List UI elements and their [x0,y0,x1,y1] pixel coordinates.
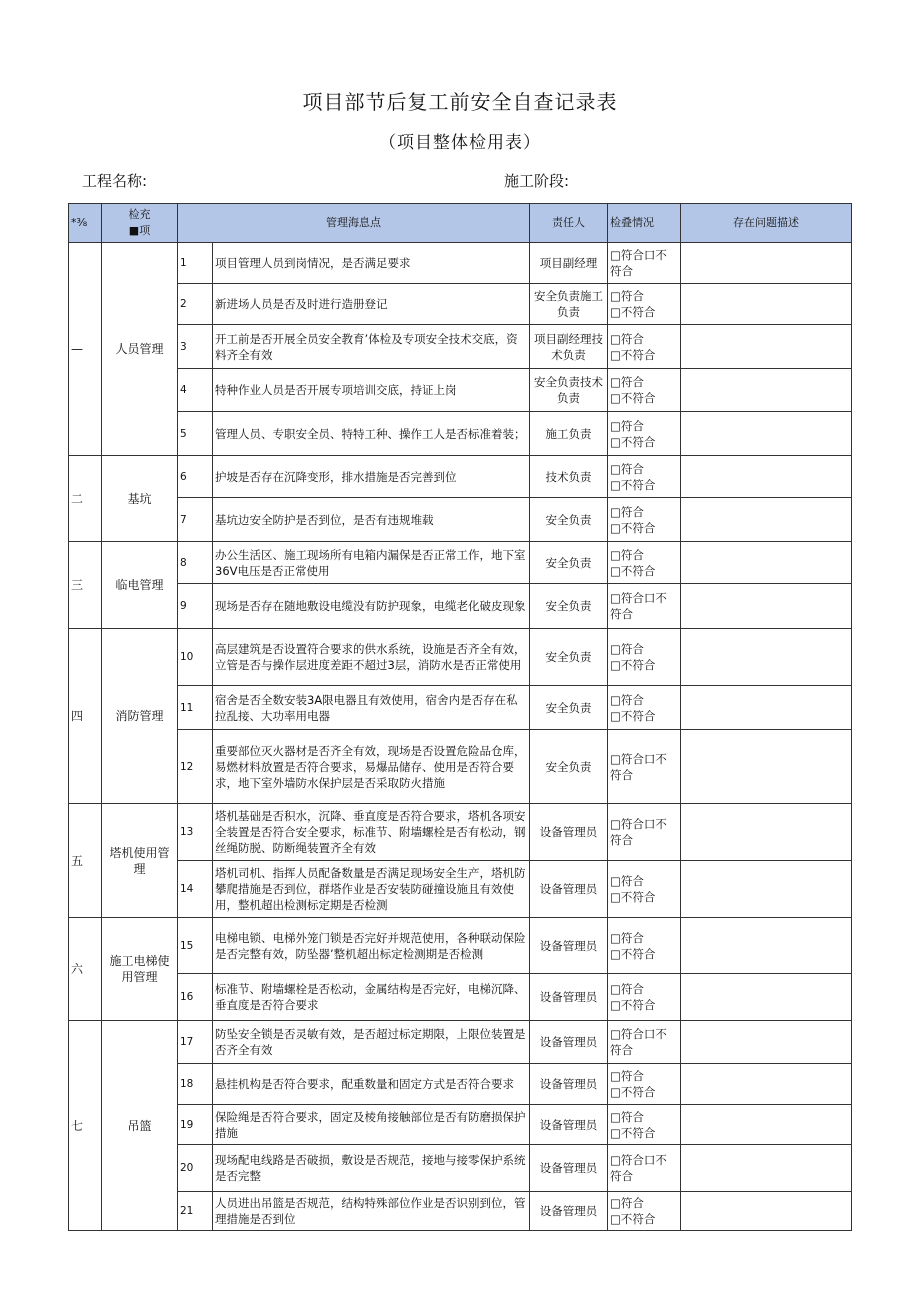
issue-description-cell [681,284,852,325]
header-owner: 责任人 [530,204,608,243]
item-number: 1 [178,243,213,284]
table-row [69,861,852,918]
check-point: 塔机司机、指挥人员配备数量是否满足现场安全生产，塔机防攀爬措施是否到位，群塔作业是否安装防碰撞设施且有效使用，整机超出检测标定期是否检测 [213,861,530,918]
responsible-person: 设备管理员 [530,918,608,974]
check-point: 办公生活区、施工现场所有电箱内漏保是否正常工作，地下室36V电压是否正常使用 [213,542,530,584]
table-row [69,284,852,325]
check-status: □符合口不符合 [608,584,681,629]
header-points: 管理海息点 [178,204,530,243]
check-point: 开工前是否开展全员安全教育’体检及专项安全技术交底，资料齐全有效 [213,325,530,369]
responsible-person: 安全负责技术负责 [530,369,608,412]
table-row [69,918,852,974]
check-status: □符合 □不符合 [608,1064,681,1105]
item-number: 8 [178,542,213,584]
section-number: — [69,243,102,456]
section-number: 七 [69,1021,102,1231]
check-point: 悬挂机构是否符合要求，配重数量和固定方式是否符合要求 [213,1064,530,1105]
check-point: 项目管理人员到岗情况，是否满足要求 [213,243,530,284]
table-row [69,542,852,584]
section-number: 二 [69,456,102,542]
issue-description-cell [681,1145,852,1192]
responsible-person: 设备管理员 [530,1192,608,1231]
table-row [69,584,852,629]
table-row [69,1064,852,1105]
issue-description-cell [681,412,852,456]
check-status: □符合 □不符合 [608,629,681,686]
issue-description-cell [681,584,852,629]
inspection-table [68,203,852,1231]
table-row [69,456,852,498]
item-number: 21 [178,1192,213,1231]
check-status: □符合口不符合 [608,243,681,284]
table-row [69,974,852,1021]
table-body [69,243,852,1231]
table-header-row [69,204,852,243]
item-number: 20 [178,1145,213,1192]
issue-description-cell [681,918,852,974]
responsible-person: 安全负责 [530,498,608,542]
check-point: 重要部位灭火器材是否齐全有效，现场是否设置危险品仓库，易燃材料放置是否符合要求，易爆品储存、使用是否符合要求，地下室外墙防水保护层是否采取防火措施 [213,730,530,804]
check-status: □符合 □不符合 [608,686,681,730]
item-number: 11 [178,686,213,730]
check-point: 特种作业人员是否开展专项培训交底，持证上岗 [213,369,530,412]
section-category: 临电管理 [102,542,178,629]
item-number: 12 [178,730,213,804]
section-category: 施工电梯使用管理 [102,918,178,1021]
issue-description-cell [681,243,852,284]
header-item-line2: ■项 [128,224,151,237]
issue-description-cell [681,974,852,1021]
check-status: □符合 □不符合 [608,456,681,498]
section-category: 吊篮 [102,1021,178,1231]
project-name-label: 工程名称: [82,172,148,190]
table-row [69,498,852,542]
table-row [69,629,852,686]
item-number: 4 [178,369,213,412]
section-category: 人员管理 [102,243,178,456]
check-status: □符合口不符合 [608,1021,681,1064]
check-status: □符合 □不符合 [608,412,681,456]
check-status: □符合 □不符合 [608,918,681,974]
check-point: 高层建筑是否设置符合要求的供水系统，设施是否齐全有效，立管是否与操作层进度差距不超过3层，消防水是否正常使用 [213,629,530,686]
check-status: □符合 □不符合 [608,369,681,412]
construction-stage-label: 施工阶段: [504,172,570,190]
item-number: 3 [178,325,213,369]
section-category: 塔机使用管理 [102,804,178,918]
check-status: □符合 □不符合 [608,974,681,1021]
check-point: 宿舍是否全数安装3A限电器且有效使用，宿舍内是否存在私拉乱接、大功率用电器 [213,686,530,730]
document-title: 项目部节后复工前安全自查记录表 [302,90,618,114]
section-number: 三 [69,542,102,629]
responsible-person: 设备管理员 [530,1021,608,1064]
table-row [69,1021,852,1064]
header-item-line1: 检充 [128,208,151,221]
issue-description-cell [681,456,852,498]
check-point: 标准节、附墙螺栓是否松动，金属结构是否完好，电梯沉降、垂直度是否符合要求 [213,974,530,1021]
responsible-person: 施工负责 [530,412,608,456]
issue-description-cell [681,1192,852,1231]
header-status: 检叠情况 [608,204,681,243]
responsible-person: 安全负责 [530,542,608,584]
section-number: 六 [69,918,102,1021]
item-number: 7 [178,498,213,542]
issue-description-cell [681,686,852,730]
check-status: □符合 □不符合 [608,284,681,325]
responsible-person: 设备管理员 [530,1145,608,1192]
responsible-person: 设备管理员 [530,1064,608,1105]
check-status: □符合口不符合 [608,804,681,861]
table-row [69,412,852,456]
check-status: □符合口不符合 [608,730,681,804]
issue-description-cell [681,369,852,412]
check-point: 管理人员、专职安全员、特特工种、操作工人是否标准着装； [213,412,530,456]
item-number: 13 [178,804,213,861]
responsible-person: 安全负责 [530,730,608,804]
responsible-person: 设备管理员 [530,1105,608,1145]
table-row [69,804,852,861]
issue-description-cell [681,861,852,918]
item-number: 5 [178,412,213,456]
check-point: 人员进出吊篮是否规范，结构特殊部位作业是否识别到位，管理措施是否到位 [213,1192,530,1231]
responsible-person: 设备管理员 [530,974,608,1021]
issue-description-cell [681,1021,852,1064]
table-row [69,369,852,412]
document-subtitle: （项目整体检用表） [379,133,541,153]
section-number: 四 [69,629,102,804]
item-number: 6 [178,456,213,498]
table-row [69,1105,852,1145]
responsible-person: 安全负责 [530,629,608,686]
check-status: □符合 □不符合 [608,542,681,584]
responsible-person: 安全负责 [530,686,608,730]
issue-description-cell [681,1064,852,1105]
issue-description-cell [681,730,852,804]
issue-description-cell [681,804,852,861]
check-status: □符合 □不符合 [608,1105,681,1145]
issue-description-cell [681,629,852,686]
responsible-person: 安全负责 [530,584,608,629]
check-status: □符合口不符合 [608,1145,681,1192]
table-row [69,1192,852,1231]
responsible-person: 项目副经理 [530,243,608,284]
item-number: 17 [178,1021,213,1064]
issue-description-cell [681,542,852,584]
check-status: □符合 □不符合 [608,325,681,369]
check-point: 保险绳是否符合要求，固定及棱角接触部位是否有防磨损保护措施 [213,1105,530,1145]
check-point: 基坑边安全防护是否到位，是否有违规堆载 [213,498,530,542]
issue-description-cell [681,498,852,542]
responsible-person: 项目副经理技术负责 [530,325,608,369]
item-number: 19 [178,1105,213,1145]
responsible-person: 设备管理员 [530,861,608,918]
item-number: 15 [178,918,213,974]
section-category: 消防管理 [102,629,178,804]
issue-description-cell [681,325,852,369]
issue-description-cell [681,1105,852,1145]
check-point: 电梯电锁、电梯外笼门锁是否完好并规范使用，各种联动保险是否完整有效，防坠器’整机超出标定检测期是否检测 [213,918,530,974]
responsible-person: 设备管理员 [530,804,608,861]
item-number: 10 [178,629,213,686]
check-point: 现场是否存在随地敷设电缆没有防护现象，电缆老化破皮现象 [213,584,530,629]
section-number: 五 [69,804,102,918]
check-point: 现场配电线路是否破损，敷设是否规范，接地与接零保护系统是否完整 [213,1145,530,1192]
header-item [102,204,178,243]
table-row [69,243,852,284]
responsible-person: 技术负责 [530,456,608,498]
check-point: 防坠安全锁是否灵敏有效，是否超过标定期限，上限位装置是否齐全有效 [213,1021,530,1064]
check-point: 新进场人员是否及时进行造册登记 [213,284,530,325]
table-row [69,1145,852,1192]
item-number: 2 [178,284,213,325]
header-issues: 存在问题描述 [681,204,852,243]
item-number: 9 [178,584,213,629]
table-row [69,686,852,730]
check-point: 塔机基础是否积水，沉降、垂直度是否符合要求，塔机各项安全装置是否符合安全要求，标准节、附墙螺栓是否有松动，钢丝绳防脱、防断绳装置齐全有效 [213,804,530,861]
table-row [69,325,852,369]
check-point: 护坡是否存在沉降变形，排水措施是否完善到位 [213,456,530,498]
check-status: □符合 □不符合 [608,861,681,918]
table-row [69,730,852,804]
responsible-person: 安全负责施工负责 [530,284,608,325]
check-status: □符合 □不符合 [608,1192,681,1231]
item-number: 16 [178,974,213,1021]
item-number: 18 [178,1064,213,1105]
item-number: 14 [178,861,213,918]
check-status: □符合 □不符合 [608,498,681,542]
header-seq: *⅜ [69,204,102,243]
section-category: 基坑 [102,456,178,542]
